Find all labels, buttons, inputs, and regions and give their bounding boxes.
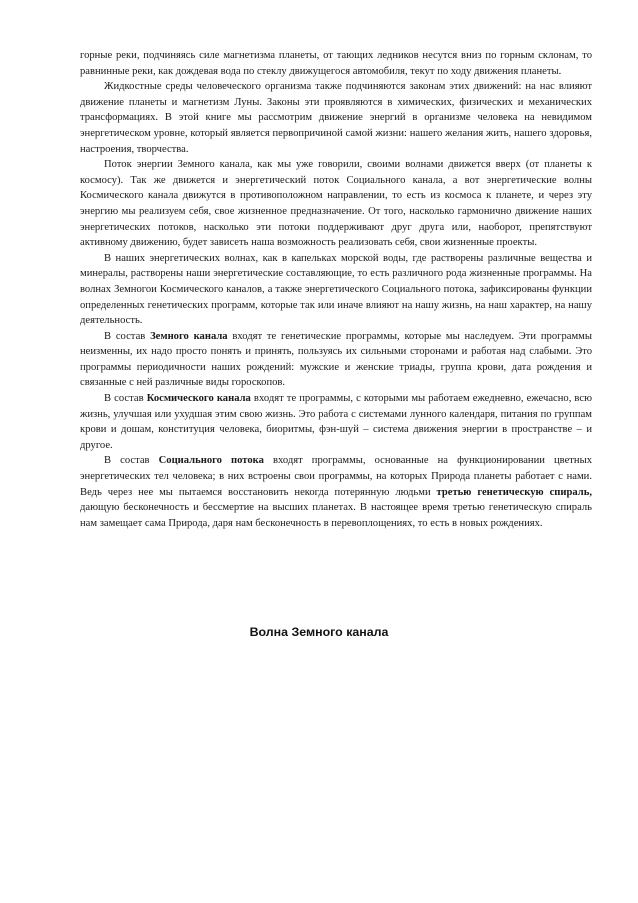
paragraph-6 <box>80 453 592 531</box>
section-heading: Волна Земного канала <box>249 625 389 639</box>
paragraph-0: горные реки, подчиняясь силе магнетизма планеты, от тающих ледников несутся вниз по горным склонам, то равнинные реки, как дождевая вода по стеклу движущегося автомобиля, текут по ходу движения планеты. <box>80 50 592 77</box>
p5-after: входят те программы, с которыми мы работаем ежедневно, ежечасно, всю жизнь, улучшая или ухудшая этим свою жизнь. Это работа с системами лунного календаря, питания по группам крови и дошам, конституция человека, биоритмы, фэн-шуй – система движения энергии в пространстве – и другое. <box>80 393 592 451</box>
paragraph-3: В наших энергетических волнах, как в капельках морской воды, где растворены различные вещества и минералы, растворены наши энергетические составляющие, то есть различного рода жизненные программы. На волнах Земногои Космического каналов, а также энергетического Социального потока, зафиксированы функции определенных генетических программ, которые так или иначе влияют на нашу жизнь, на наш характер, на нашу деятельность. <box>80 252 592 327</box>
p5-before: В состав <box>104 393 147 405</box>
p4-after: входят те генетические программы, которые мы наследуем. Эти программы неизменны, их надо просто понять и принять, пользуясь их сильными сторонами и работая над слабыми. Это программы периодичности наших рождений: мужские и женские триады, группа крови, дата рождения и связанные с ней различные виды гороскопов. <box>80 330 592 389</box>
p4-before: В состав <box>104 330 151 342</box>
paragraph-4 <box>80 329 592 391</box>
paragraph-1: Жидкостные среды человеческого организма также подчиняются законам этих движений: на нас влияют движение планеты и магнетизм Луны. Законы эти проявляются в химических, физических и механических трансформациях. В этой книге мы рассмотрим движение энергий в организме человека на невидимом энергетическом уровне, который является первопричиной самой жизни: нашего желания жить, нашего здоровья, настроения, творчества. <box>80 81 592 155</box>
p6-bold-term: Социального потока <box>158 455 264 467</box>
p6-after: дающую бесконечность и бессмертие на высших планетах. В настоящее время третью генетическую спираль нам замещает сама Природа, даря нам бесконечность в перевоплощениях, то есть в новых рождениях. <box>80 502 592 529</box>
p6-bold-term-2: третью генетическую спираль, <box>436 486 592 498</box>
paragraph-5 <box>80 391 592 453</box>
p5-bold-term: Космического канала <box>146 393 251 405</box>
paragraph-2: Поток энергии Земного канала, как мы уже говорили, своими волнами движется вверх (от планеты к космосу). Так же движется и энергетический поток Социального канала, а вот энергетические волны Космического канала движутся в противоположном направлении, то есть из космоса к планете, и через эту энергию мы реализуем себя, свое жизненное предназначение. От того, насколько гармонично движение наших энергетических потоков, насколько эти потоки поддерживают друг друга или, наоборот, препятствуют активному движению, будет зависеть наша возможность реализовать себя, свои жизненные проекты. <box>80 159 592 249</box>
document-body <box>80 48 592 531</box>
p6-before: В состав <box>104 455 159 467</box>
p6-middle: входят программы, основанные на функционировании цветных энергетических тел человека; в них встроены свои программы, на которых Природа планеты работает с нами. Ведь через нее мы пытаемся восстановить некогда потерянную людьми <box>80 455 593 498</box>
p4-bold-term: Земного канала <box>150 330 228 342</box>
